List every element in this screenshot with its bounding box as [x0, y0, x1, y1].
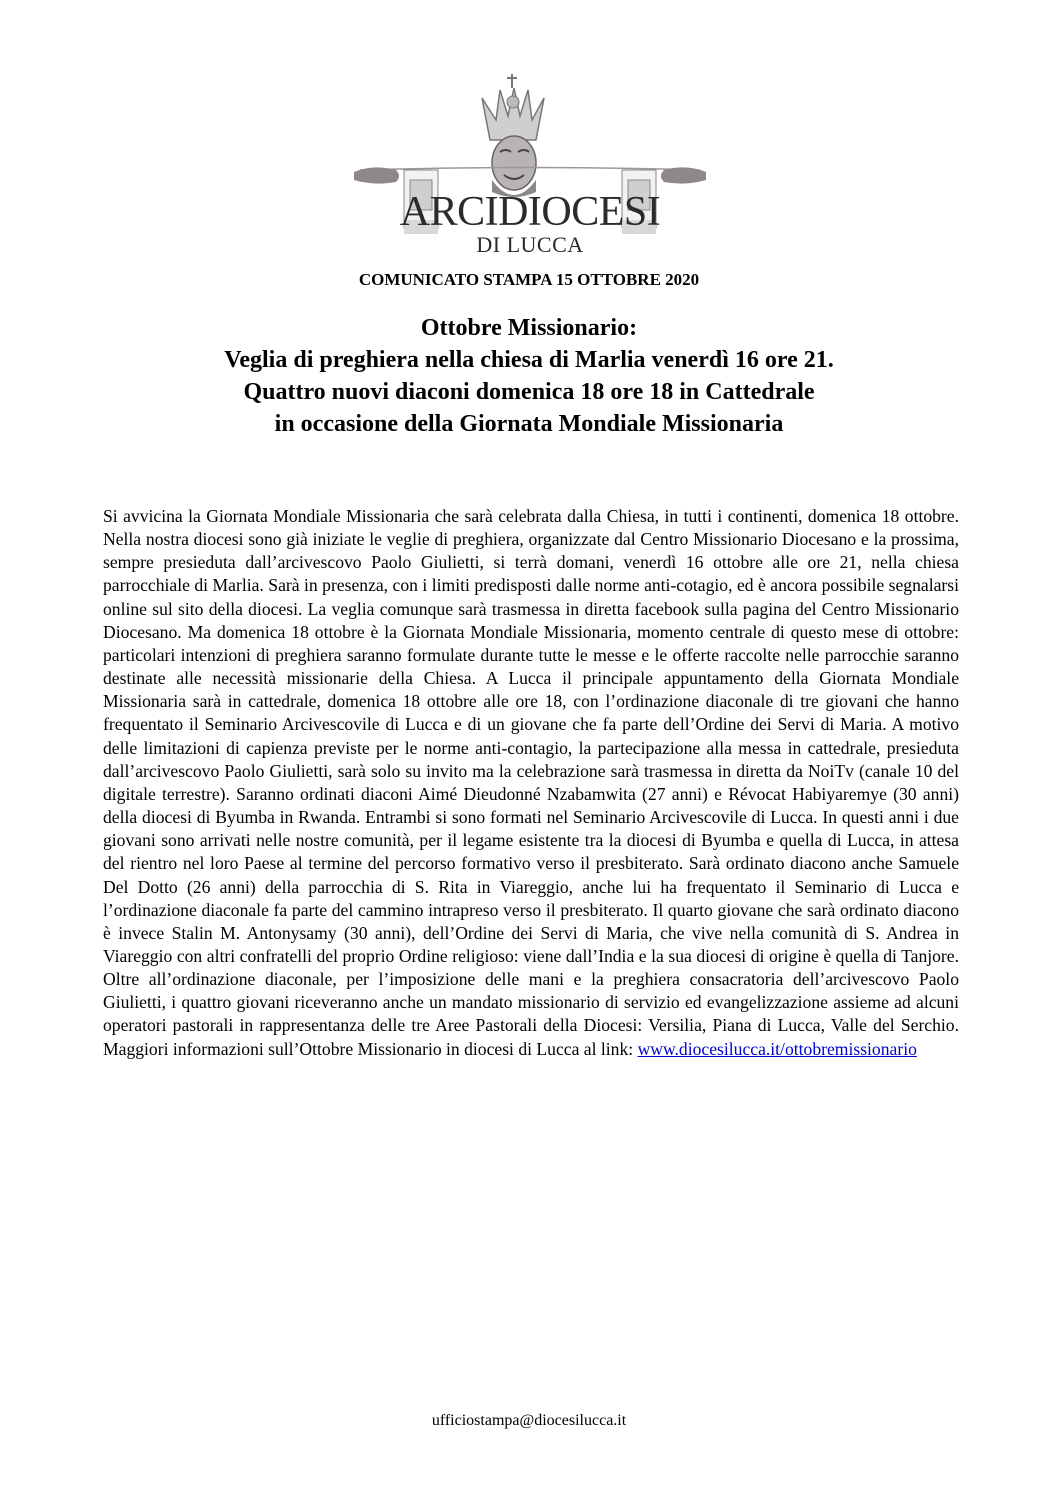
logo-title: ARCIDIOCESI	[399, 189, 661, 235]
ottobre-missionario-link[interactable]: www.diocesilucca.it/ottobremissionario	[637, 1038, 917, 1059]
footer-email: ufficiostampa@diocesilucca.it	[431, 1412, 627, 1429]
headline-line: Ottobre Missionario:	[420, 315, 638, 341]
headline	[0, 312, 1058, 440]
diocese-logo	[340, 60, 720, 255]
headline-line: in occasione della Giornata Mondiale Missionaria	[274, 411, 784, 437]
body-text: Si avvicina la Giornata Mondiale Missionaria che sarà celebrata dalla Chiesa, in tutti i continenti, domenica 18 ottobre. Nella nostra diocesi sono già iniziate le veglie di preghiera, organizzate dal Centro Missionario Diocesano e la prossima, sempre presieduta dall’arcivescovo Paolo Giulietti, si terrà domani, venerdì 16 ottobre alle ore 21, nella chiesa parrocchiale di Marlia. Sarà in presenza, con i limiti predisposti dalle norme anti-cotagio, ed è ancora possibile segnalarsi online sul sito della diocesi. La veglia comunque sarà trasmessa in diretta facebook sulla pagina del Centro Missionario Diocesano. Ma domenica 18 ottobre è la Giornata Mondiale Missionaria, momento centrale di questo mese di ottobre: particolari intenzioni di preghiera saranno formulate durante tutte le messe e le offerte raccolte nelle parrocchie saranno destinate alle necessità missionarie della Chiesa. A Lucca il principale appuntamento della Giornata Mondiale Missionaria sarà in cattedrale, domenica 18 ottobre alle ore 18, con l’ordinazione diaconale di tre giovani che hanno frequentato il Seminario Arcivescovile di Lucca e di un giovane che fa parte dell’Ordine dei Servi di Maria. A motivo delle limitazioni di capienza previste per le norme anti-contagio, la partecipazione alla messa in cattedrale, presieduta dall’arcivescovo Paolo Giulietti, sarà solo su invito ma la celebrazione sarà trasmessa in diretta da NoiTv (canale 10 del digitale terrestre). Saranno ordinati diaconi Aimé Dieudonné Nzabamwita (27 anni) e Révocat Habiyaremye (30 anni) della diocesi di Byumba in Rwanda. Entrambi si sono formati nel Seminario Arcivescovile di Lucca. In questi anni i due giovani sono arrivati nelle nostre comunità, per il legame esistente tra la diocesi di Byumba e quella di Lucca, in attesa del rientro nel loro Paese al termine del percorso formativo verso il presbiterato. Sarà ordinato diacono anche Samuele Del Dotto (26 anni) della parrocchia di S. Rita in Viareggio, anche lui ha frequentato il Seminario di Lucca e l’ordinazione diaconale fa parte del cammino intrapreso verso il presbiterato. Il quarto giovane che sarà ordinato diacono è invece Stalin M. Antonysamy (30 anni), dell’Ordine dei Servi di Maria, che vive nella comunità di S. Andrea in Viareggio con altri confratelli del proprio Ordine religioso: viene dall’India e la sua diocesi di origine è quella di Tanjore. Oltre all’ordinazione diaconale, per l’imposizione delle mani e la preghiera consacratoria dell’arcivescovo Paolo Giulietti, i quattro giovani riceveranno anche un mandato missionario di servizio ed evangelizzazione assieme ad alcuni operatori pastorali in rappresentanza delle tre Aree Pastorali della Diocesi: Versilia, Piana di Lucca, Valle del Serchio. Maggiori informazioni sull’Ottobre Missionario in diocesi di Lucca al link:	[103, 506, 959, 1059]
press-release-label: COMUNICATO STAMPA 15 OTTOBRE 2020	[358, 270, 700, 289]
headline-line: Quattro nuovi diaconi domenica 18 ore 18 in Cattedrale	[243, 379, 815, 405]
headline-line: Veglia di preghiera nella chiesa di Marlia venerdì 16 ore 21.	[224, 347, 834, 373]
body-paragraph	[103, 505, 959, 1061]
logo-subtitle: DI LUCCA	[476, 232, 584, 257]
